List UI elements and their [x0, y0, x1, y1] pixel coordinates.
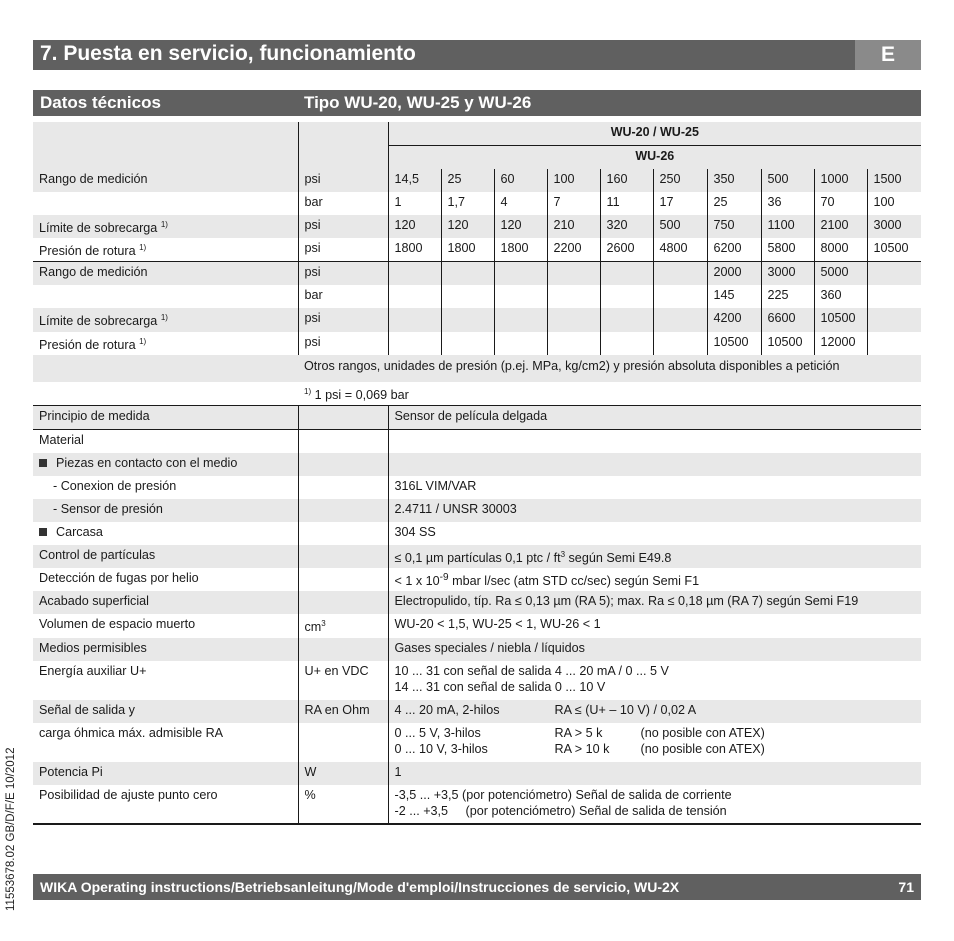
row-unit: psi	[298, 308, 388, 331]
model-head-row-2	[33, 146, 921, 170]
row-unit: U+ en VDC	[298, 661, 388, 700]
row-unit: bar	[298, 192, 388, 215]
cell: 60	[494, 169, 547, 192]
row-label: Piezas en contacto con el medio	[33, 453, 298, 476]
cell: 3000	[761, 262, 814, 286]
cell: 10500	[707, 332, 761, 355]
cell: 8000	[814, 238, 867, 262]
row-value: 4 ... 20 mA, 2-hilos RA ≤ (U+ – 10 V) / 0,02 A	[388, 700, 921, 723]
cell: 4	[494, 192, 547, 215]
model-head-wu26: WU-26	[388, 146, 921, 170]
note-row	[33, 355, 921, 382]
cell: 350	[707, 169, 761, 192]
note-row	[33, 382, 921, 406]
row-label: Rango de medición	[33, 262, 298, 286]
row-value: 2.4711 / UNSR 30003	[388, 499, 921, 522]
cell: 1	[388, 192, 441, 215]
footer	[33, 874, 921, 900]
row-label: Acabado superficial	[33, 591, 298, 614]
table-row	[33, 405, 921, 429]
row-label: Presión de rotura $^{1)}$	[39, 243, 147, 259]
table-row	[33, 215, 921, 238]
row-unit: psi	[298, 262, 388, 286]
cell: 120	[441, 215, 494, 238]
cell: 3000	[867, 215, 921, 238]
cell: 160	[600, 169, 653, 192]
row-label: Medios permisibles	[33, 638, 298, 661]
model-head-wu20-25: WU-20 / WU-25	[388, 122, 921, 146]
row-value: < 1 x $10^{-9}$ mbar l/sec (atm STD cc/sec) según Semi F1	[388, 568, 921, 591]
row-unit: psi	[298, 169, 388, 192]
cell: 145	[707, 285, 761, 308]
row-value: 304 SS	[388, 522, 921, 545]
row-label: Potencia Pi	[33, 762, 298, 785]
table-row	[33, 192, 921, 215]
cell: 12000	[814, 332, 867, 355]
cell: 2200	[547, 238, 600, 262]
sub-header-left: Datos técnicos	[40, 93, 161, 112]
table-row	[33, 429, 921, 453]
table-row	[33, 476, 921, 499]
row-label: Límite de sobrecarga $^{1)}$	[33, 215, 298, 238]
cell: 225	[761, 285, 814, 308]
cell: 4200	[707, 308, 761, 331]
table-row	[33, 522, 921, 545]
sub-header-right: Tipo WU-20, WU-25 y WU-26	[304, 93, 532, 112]
row-unit: RA en Ohm	[298, 700, 388, 723]
table-row	[33, 285, 921, 308]
table-row	[33, 661, 921, 700]
row-label: Energía auxiliar U+	[39, 663, 147, 678]
cell: 1000	[814, 169, 867, 192]
row-unit: psi	[298, 332, 388, 355]
row-value: ≤ 0,1 µm partículas 0,1 ptc / $ft^3$ según Semi E49.8	[388, 545, 921, 568]
table-row	[33, 591, 921, 614]
row-value: 1	[388, 762, 921, 785]
cell: 25	[441, 169, 494, 192]
cell: 2000	[707, 262, 761, 286]
row-unit: psi	[298, 215, 388, 238]
cell: 6200	[707, 238, 761, 262]
table-row	[33, 723, 921, 762]
cell: 10500	[867, 238, 921, 262]
row-value: WU-20 < 1,5, WU-25 < 1, WU-26 < 1	[388, 614, 921, 637]
bullet-square-icon	[39, 528, 47, 536]
cell: 100	[547, 169, 600, 192]
cell: 320	[600, 215, 653, 238]
row-label: Volumen de espacio muerto	[39, 617, 196, 632]
cell: 11	[600, 192, 653, 215]
row-label: Detección de fugas por helio	[39, 571, 199, 586]
model-head-row-1	[33, 122, 921, 146]
cell: 70	[814, 192, 867, 215]
table-row	[33, 499, 921, 522]
section-header	[33, 40, 921, 70]
row-unit: psi	[298, 238, 388, 262]
cell: 250	[653, 169, 707, 192]
row-label: Rango de medición	[33, 169, 298, 192]
row-label: Control de partículas	[33, 545, 298, 568]
table-row	[33, 238, 921, 262]
cell: 500	[653, 215, 707, 238]
row-value: 316L VIM/VAR	[388, 476, 921, 499]
cell: 5800	[761, 238, 814, 262]
row-value: Sensor de película delgada	[388, 405, 921, 429]
row-label: Presión de rotura $^{1)}$	[39, 336, 147, 352]
row-label: - Sensor de presión	[33, 499, 298, 522]
row-label: - Conexion de presión	[53, 478, 177, 493]
cell: 100	[867, 192, 921, 215]
cell: 10500	[814, 308, 867, 331]
cell: 7	[547, 192, 600, 215]
cell: 14,5	[388, 169, 441, 192]
cell: 120	[388, 215, 441, 238]
cell: 4800	[653, 238, 707, 262]
cell: 2100	[814, 215, 867, 238]
cell: 210	[547, 215, 600, 238]
table-row	[33, 568, 921, 591]
table-row	[33, 262, 921, 286]
table-row	[33, 614, 921, 637]
table-row	[33, 308, 921, 331]
table-row	[33, 332, 921, 355]
table-row	[33, 700, 921, 723]
cell: 1100	[761, 215, 814, 238]
table-row	[33, 638, 921, 661]
row-label: Principio de medida	[33, 405, 298, 429]
row-label: Carcasa	[33, 522, 298, 545]
note-psi: $^{1)}$ 1 psi = 0,069 bar	[304, 386, 409, 402]
cell: 500	[761, 169, 814, 192]
row-unit: $cm^3$	[298, 614, 388, 637]
row-unit: W	[298, 762, 388, 785]
bullet-square-icon	[39, 459, 47, 467]
row-unit: %	[298, 785, 388, 824]
footer-text: WIKA Operating instructions/Betriebsanleitung/Mode d'emploi/Instrucciones de servicio, WU-2X	[40, 879, 680, 895]
cell: 36	[761, 192, 814, 215]
cell: 360	[814, 285, 867, 308]
table-row	[33, 762, 921, 785]
note-other-ranges: Otros rangos, unidades de presión (p.ej. MPa, kg/cm2) y presión absoluta disponibles a petición	[298, 355, 921, 382]
row-value: Electropulido, típ. Ra ≤ 0,13 µm (RA 5); max. Ra ≤ 0,18 µm (RA 7) según Semi F19	[388, 591, 921, 614]
cell: 1500	[867, 169, 921, 192]
row-label: Límite de sobrecarga $^{1)}$	[33, 308, 298, 331]
sub-header	[33, 90, 921, 116]
cell: 5000	[814, 262, 867, 286]
page-number: 71	[898, 879, 914, 895]
row-label: carga óhmica máx. admisible RA	[39, 725, 224, 740]
table-row	[33, 169, 921, 192]
row-label: Posibilidad de ajuste punto cero	[33, 785, 298, 824]
language-tab: E	[855, 40, 921, 70]
cell: 750	[707, 215, 761, 238]
cell: 1800	[388, 238, 441, 262]
table-row	[33, 785, 921, 824]
row-label: Señal de salida y	[33, 700, 298, 723]
table-row	[33, 545, 921, 568]
row-unit: bar	[298, 285, 388, 308]
cell: 1800	[441, 238, 494, 262]
cell: 10500	[761, 332, 814, 355]
section-title: 7. Puesta en servicio, funcionamiento	[40, 42, 416, 65]
cell: 120	[494, 215, 547, 238]
cell: 1800	[494, 238, 547, 262]
document-code: 11553678.02 GB/D/F/E 10/2012	[5, 747, 17, 911]
row-label: Material	[33, 429, 298, 453]
row-value: -3,5 ... +3,5 (por potenciómetro) Señal de salida de corriente -2 ... +3,5 (por potenciómetro) Señal de salida de tensión	[388, 785, 921, 824]
row-value: 0 ... 5 V, 3-hilos RA > 5 k (no posible con ATEX) 0 ... 10 V, 3-hilos RA > 10 k (no posible con ATEX)	[388, 723, 921, 762]
cell: 1,7	[441, 192, 494, 215]
row-value: 10 ... 31 con señal de salida 4 ... 20 mA / 0 ... 5 V 14 ... 31 con señal de salida 0 ... 10 V	[388, 661, 921, 700]
row-value: Gases speciales / niebla / líquidos	[388, 638, 921, 661]
cell: 2600	[600, 238, 653, 262]
cell: 17	[653, 192, 707, 215]
cell: 6600	[761, 308, 814, 331]
table-row	[33, 453, 921, 476]
spec-table	[33, 122, 921, 825]
cell: 25	[707, 192, 761, 215]
